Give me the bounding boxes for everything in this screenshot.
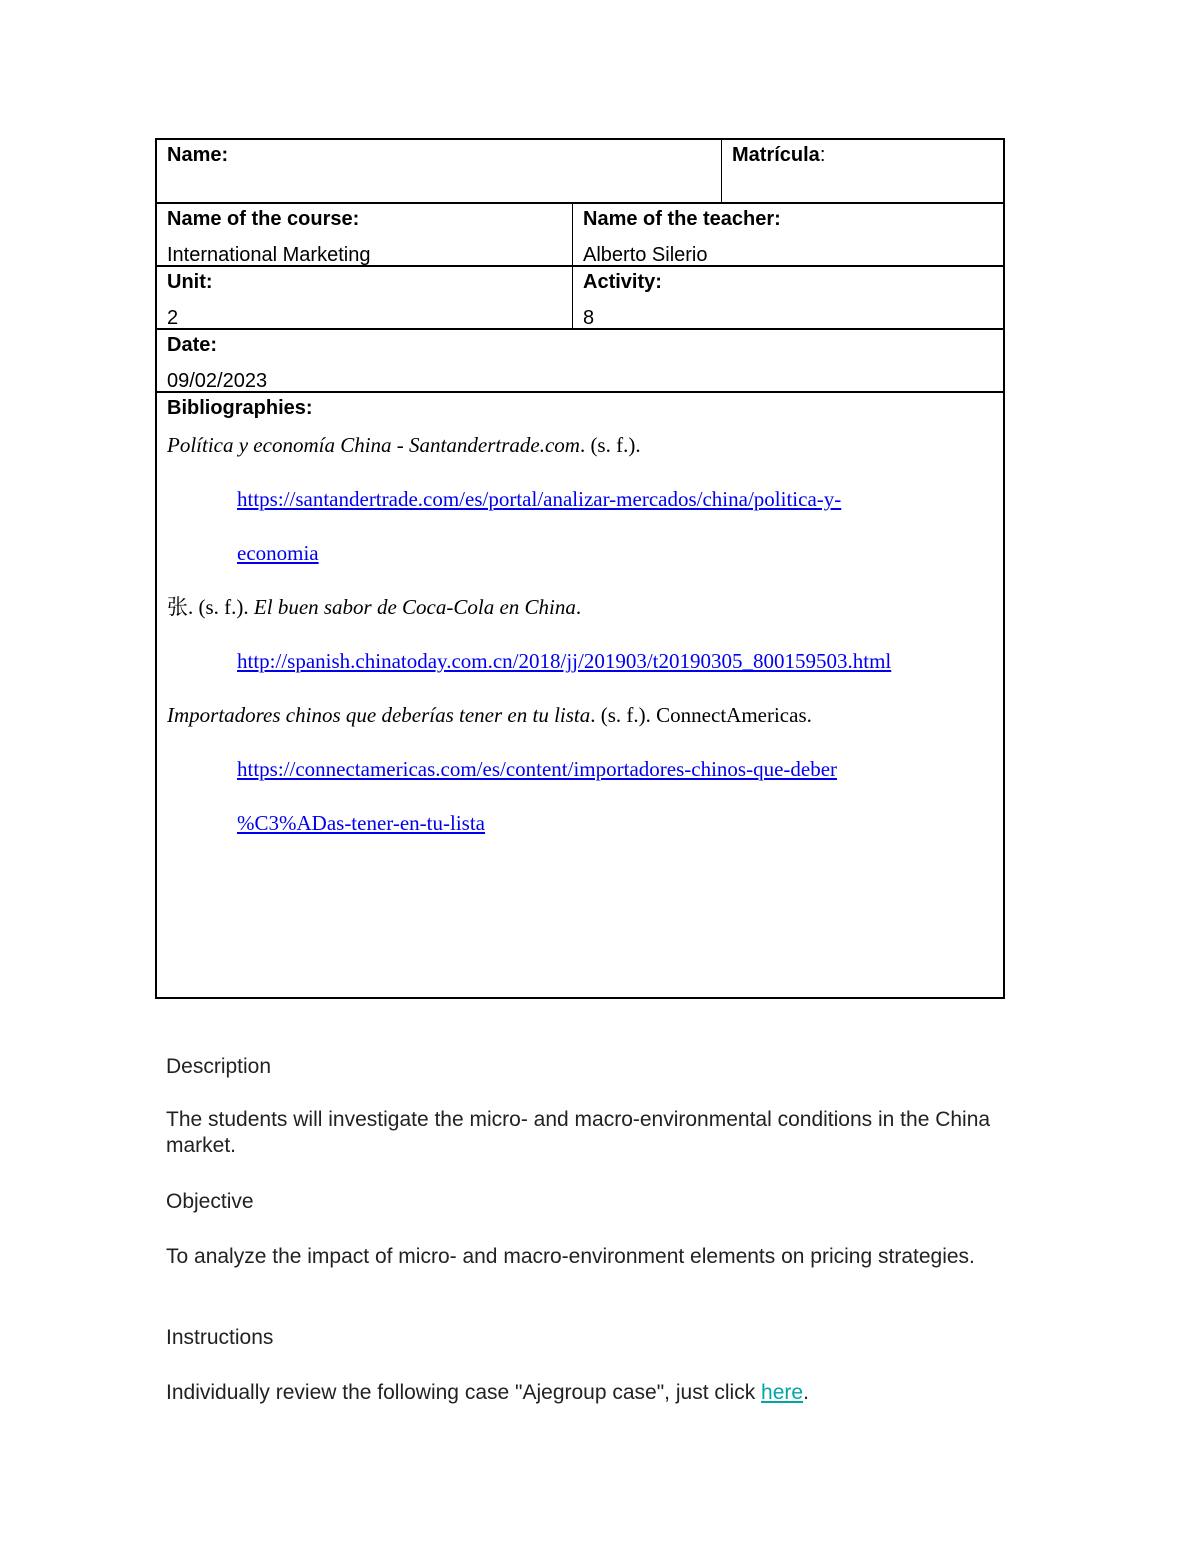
bib-3-title: Importadores chinos que deberías tener en tu lista [167, 703, 591, 727]
description-text: The students will investigate the micro- and macro-environmental conditions in the China market. [166, 1108, 991, 1157]
teacher-value: Alberto Silerio [583, 244, 708, 266]
activity-value: 8 [583, 307, 595, 329]
objective-heading: Objective [166, 1190, 254, 1213]
bib-entry-3 [167, 702, 993, 729]
teacher-label: Name of the teacher: [583, 208, 781, 230]
name-row [157, 140, 1003, 204]
bib-1-title: Política y economía China - Santandertrade.com [167, 433, 580, 457]
bib-1-url-line-2 [167, 540, 993, 567]
bib-1-link-cont[interactable]: economia [237, 541, 319, 565]
bib-1-url-line-1 [167, 486, 993, 513]
bib-2-rest: . [575, 595, 582, 619]
bib-2-middle: . (s. f.). [188, 595, 254, 619]
name-cell [157, 140, 722, 202]
bib-3-link-cont[interactable]: %C3%ADas-tener-en-tu-lista [237, 811, 485, 835]
course-cell [157, 204, 573, 265]
here-link[interactable]: here [761, 1381, 804, 1404]
bib-2-author: 张 [167, 595, 188, 619]
course-value: International Marketing [167, 244, 371, 266]
bib-1-link[interactable]: https://santandertrade.com/es/portal/analizar-mercados/china/politica-y- [237, 487, 842, 511]
bib-3-rest: . (s. f.). ConnectAmericas. [590, 703, 812, 727]
student-info-table [155, 138, 1005, 999]
bibliographies-label: Bibliographies: [167, 397, 313, 419]
instructions-period: . [803, 1381, 809, 1404]
course-label: Name of the course: [167, 208, 360, 230]
activity-label: Activity: [583, 271, 662, 293]
description-heading: Description [166, 1055, 272, 1078]
activity-cell [573, 267, 1003, 328]
bib-3-url-line-1 [167, 756, 993, 783]
bib-2-title: El buen sabor de Coca-Cola en China [253, 595, 576, 619]
bib-2-url-line-1 [167, 648, 993, 675]
unit-row [157, 267, 1003, 330]
bib-2-link[interactable]: http://spanish.chinatoday.com.cn/2018/jj/201903/t20190305_800159503.html [237, 649, 892, 673]
bib-3-url-line-2 [167, 810, 993, 837]
bib-3-link[interactable]: https://connectamericas.com/es/content/importadores-chinos-que-deber [237, 757, 838, 781]
matricula-colon: : [819, 144, 826, 166]
unit-label: Unit: [167, 271, 213, 293]
bibliographies-row [157, 393, 1003, 997]
matricula-cell [722, 140, 1003, 202]
bib-entry-2 [167, 594, 993, 621]
date-value: 09/02/2023 [167, 370, 268, 392]
instructions-text: Individually review the following case "Ajegroup case", just click [166, 1381, 762, 1404]
date-cell [157, 330, 1003, 391]
bib-entry-1 [167, 432, 993, 459]
objective-text: To analyze the impact of micro- and macro-environment elements on pricing strategies. [166, 1245, 975, 1268]
unit-value: 2 [167, 307, 179, 329]
date-row [157, 330, 1003, 393]
bib-1-rest: . (s. f.). [579, 433, 641, 457]
instructions-heading: Instructions [166, 1326, 274, 1349]
matricula-label: Matrícula [732, 144, 820, 166]
course-row [157, 204, 1003, 267]
teacher-cell [573, 204, 1003, 265]
bibliographies-cell [157, 393, 1003, 997]
unit-cell [157, 267, 573, 328]
date-label: Date: [167, 334, 218, 356]
instructions-paragraph [166, 1380, 1046, 1406]
name-label: Name: [167, 144, 229, 166]
